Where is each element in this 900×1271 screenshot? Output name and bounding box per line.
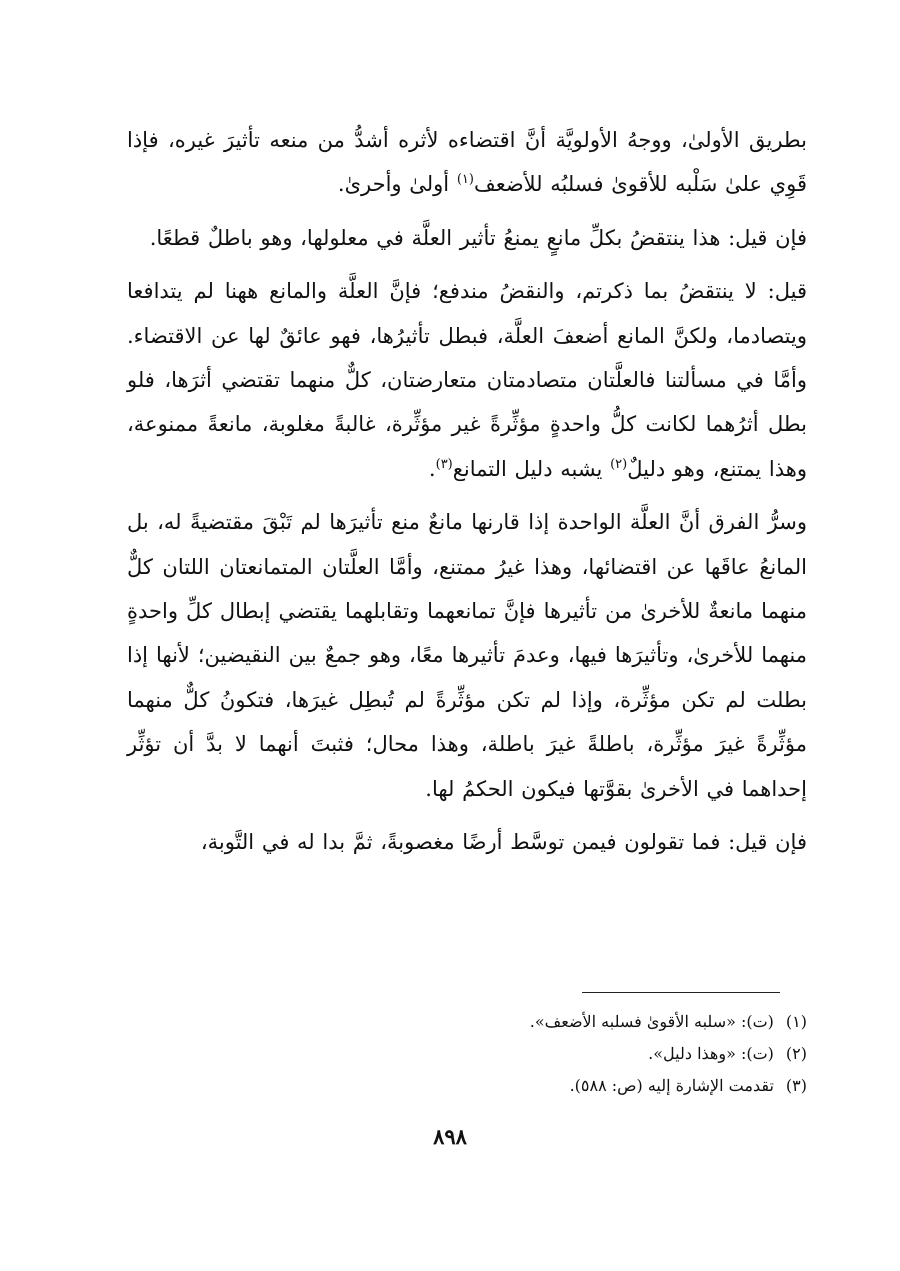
footnote-reference: (١) — [456, 172, 474, 188]
main-text — [127, 118, 807, 865]
footnote-text: تقدمت الإشارة إليه (ص: ٥٨٨). — [569, 1076, 774, 1095]
footnote — [127, 1070, 807, 1102]
paragraph — [127, 500, 807, 811]
footnote-text: (ت): «وهذا دليل». — [648, 1044, 774, 1063]
footnote-reference: (٢) — [610, 456, 628, 472]
footnote-number: (٢) — [785, 1044, 807, 1063]
footnote-divider — [582, 992, 780, 993]
footnote-number: (١) — [785, 1012, 807, 1031]
paragraph-text: فإن قيل: فما تقولون فيمن توسَّط أرضًا مغصوبةً، ثمَّ بدا له في التَّوبة، — [200, 830, 807, 855]
footnote-text: (ت): «سلبه الأقوىٰ فسلبه الأضعف». — [529, 1012, 774, 1031]
paragraph — [127, 216, 807, 260]
footnote-reference: (٣) — [435, 456, 453, 472]
page-number: ٨٩٨ — [433, 1124, 467, 1149]
paragraph — [127, 118, 807, 207]
paragraph-text: أولىٰ وأحرىٰ. — [337, 172, 457, 197]
paragraph-text: بطريق الأولىٰ، ووجهُ الأولويَّة أنَّ اقتضاءه لأثره أشدُّ من منعه تأثيرَ غيره، فإذا قَوِي علىٰ سَلْبه للأقوىٰ فسلبُه للأضعف — [127, 128, 807, 197]
paragraph — [127, 820, 807, 864]
footnote — [127, 1006, 807, 1038]
paragraph-text: . — [428, 456, 436, 481]
paragraph-text: وسرُّ الفرق أنَّ العلَّة الواحدة إذا قارنها مانعٌ منع تأثيرَها لم تَبْقَ مقتضيةً له، بل المانعُ عاقَها عن اقتضائها، وهذا غيرُ ممتنع، وأمَّا العلَّتان المتمانعتان اللتان كلٌّ منهما مانعةٌ للأخرىٰ من تأثيرها فإنَّ تمانعهما وتقابلهما يقتضي إبطال كلِّ واحدةٍ منهما للأخرىٰ، وتأثيرَها فيها، وعدمَ تأثيرها معًا، وهو جمعٌ بين النقيضين؛ لأنها إذا بطلت لم تكن مؤثِّرة، وإذا لم تكن مؤثِّرةً لم تُبطِل غيرَها، فتكونُ كلٌّ منهما مؤثِّرةً غيرَ مؤثِّرة، باطلةً غيرَ باطلة، وهذا محال؛ فثبتَ أنهما لا بدَّ أن تؤثِّر إحداهما في الأخرىٰ بقوَّتها فيكون الحكمُ لها. — [127, 510, 807, 801]
footnote — [127, 1038, 807, 1070]
paragraph — [127, 269, 807, 491]
paragraph-text: يشبه دليل التمانع — [452, 456, 611, 481]
footnotes — [127, 1006, 807, 1102]
paragraph-text: قيل: لا ينتقضُ بما ذكرتم، والنقضُ مندفع؛ فإنَّ العلَّة والمانع ههنا لم يتدافعا ويتصادما، ولكنَّ المانع أضعفَ العلَّة، فبطل تأثيرُها، فهو عائقٌ لها عن الاقتضاء. وأمَّا في مسألتنا فالعلَّتان متصادمتان متعارضتان، كلٌّ منهما تقتضي أثرَها، فلو بطل أثرُهما لكانت كلُّ واحدةٍ مؤثِّرةً غير مؤثِّرة، غالبةً مغلوبة، مانعةً ممنوعة، وهذا يمتنع، وهو دليلٌ — [127, 279, 807, 481]
footnote-number: (٣) — [785, 1076, 807, 1095]
paragraph-text: فإن قيل: هذا ينتقضُ بكلِّ مانعٍ يمنعُ تأثير العلَّة في معلولها، وهو باطلٌ قطعًا. — [149, 225, 807, 250]
